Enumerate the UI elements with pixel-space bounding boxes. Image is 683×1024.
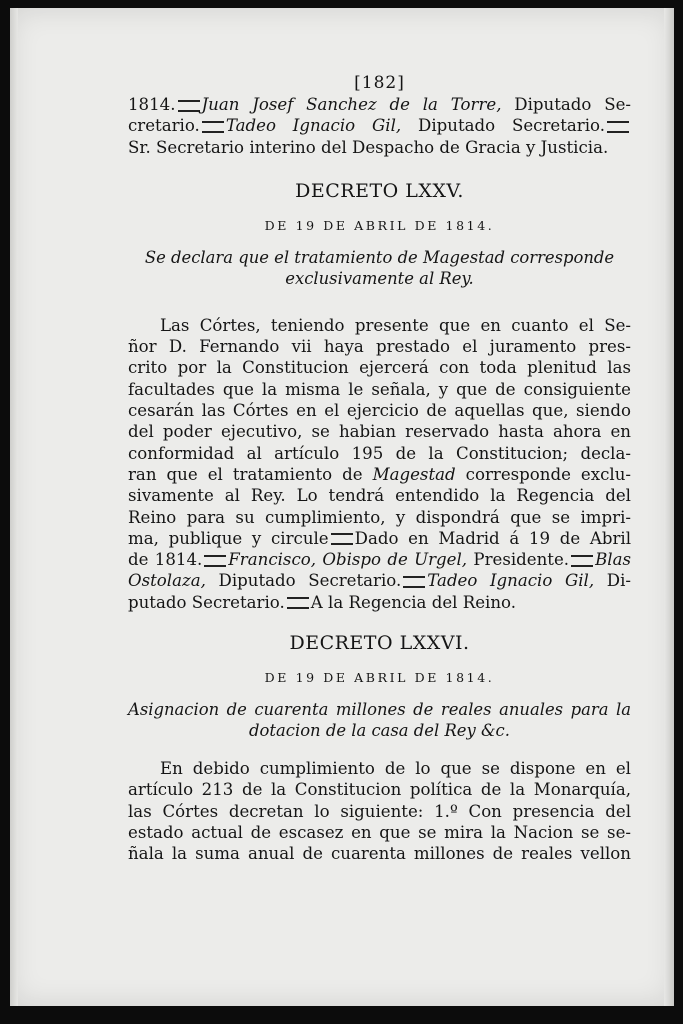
text-line: cesarán las Córtes en el ejercicio de aquellas que, siendo [128,401,631,421]
text-line: conformidad al artículo 195 de la Constitucion; decla- [128,443,631,463]
decree-title: DECRETO LXXVI. [289,632,470,655]
page-right-edge [664,8,674,1006]
double-dash-separator [331,533,353,545]
text-line: artículo 213 de la Constitucion política de la Monarquía, [128,780,631,800]
decree-title: DECRETO LXXV. [295,179,464,202]
intro-paragraph [128,94,631,158]
decree-body [128,315,631,613]
text-line: Reino para su cumplimiento, y dispondrá que se impri- [128,507,631,527]
text-line: del poder ejecutivo, se habian reservado hasta ahora en [128,422,631,442]
text-line: de 1814. Francisco, Obispo de Urgel, Presidente. Blas [128,550,631,570]
double-dash-separator [571,555,593,567]
text-line: Ostolaza, Diputado Secretario. Tadeo Ignacio Gil, Di- [128,571,631,591]
text-block [128,72,631,865]
text-line: 1814. Juan Josef Sanchez de la Torre, Diputado Se- [128,95,631,114]
text-line: sivamente al Rey. Lo tendrá entendido la Regencia del [128,486,631,506]
decree-date: DE 19 DE ABRIL DE 1814. [264,670,495,686]
double-dash-separator [202,121,224,133]
text-line: ñor D. Fernando vii haya prestado el juramento pres- [128,337,631,357]
decree-date: DE 19 DE ABRIL DE 1814. [264,217,495,233]
double-dash-separator [178,100,200,112]
page-left-edge [10,8,18,1006]
text-line: facultades que la misma le señala, y que de consiguiente [128,379,631,399]
double-dash-separator [287,597,309,609]
double-dash-separator [607,121,629,133]
text-line: ma, publique y circule Dado en Madrid á 19 de Abril [128,528,632,548]
decree-body [128,758,631,864]
text-line: Las Córtes, teniendo presente que en cuanto el Se- [160,315,631,335]
double-dash-separator [403,576,425,588]
text-line: Sr. Secretario interino del Despacho de Gracia y Justicia. [128,137,609,157]
decree-summary: Se declara que el tratamiento de Magestad corresponde exclusivamente al Rey. [144,247,615,288]
decree-summary: Asignacion de cuarenta millones de reales anuales para la dotacion de la casa del Rey &c. [128,700,631,741]
text-line: cretario. Tadeo Ignacio Gil, Diputado Secretario. [128,115,631,136]
text-line: crito por la Constitucion ejercerá con toda plenitud las [128,358,631,378]
text-line: ñala la suma anual de cuarenta millones de reales vellon [128,844,631,864]
text-line: ran que el tratamiento de Magestad corresponde exclu- [128,464,631,484]
text-line: las Córtes decretan lo siguiente: 1.º Con presencia del [128,801,631,821]
text-line: estado actual de escasez en que se mira la Nacion se se- [128,822,631,842]
double-dash-separator [204,555,226,567]
text-line: putado Secretario. A la Regencia del Reino. [128,592,517,612]
page-number: [182] [354,73,405,93]
text-line: En debido cumplimiento de lo que se dispone en el [160,759,631,779]
